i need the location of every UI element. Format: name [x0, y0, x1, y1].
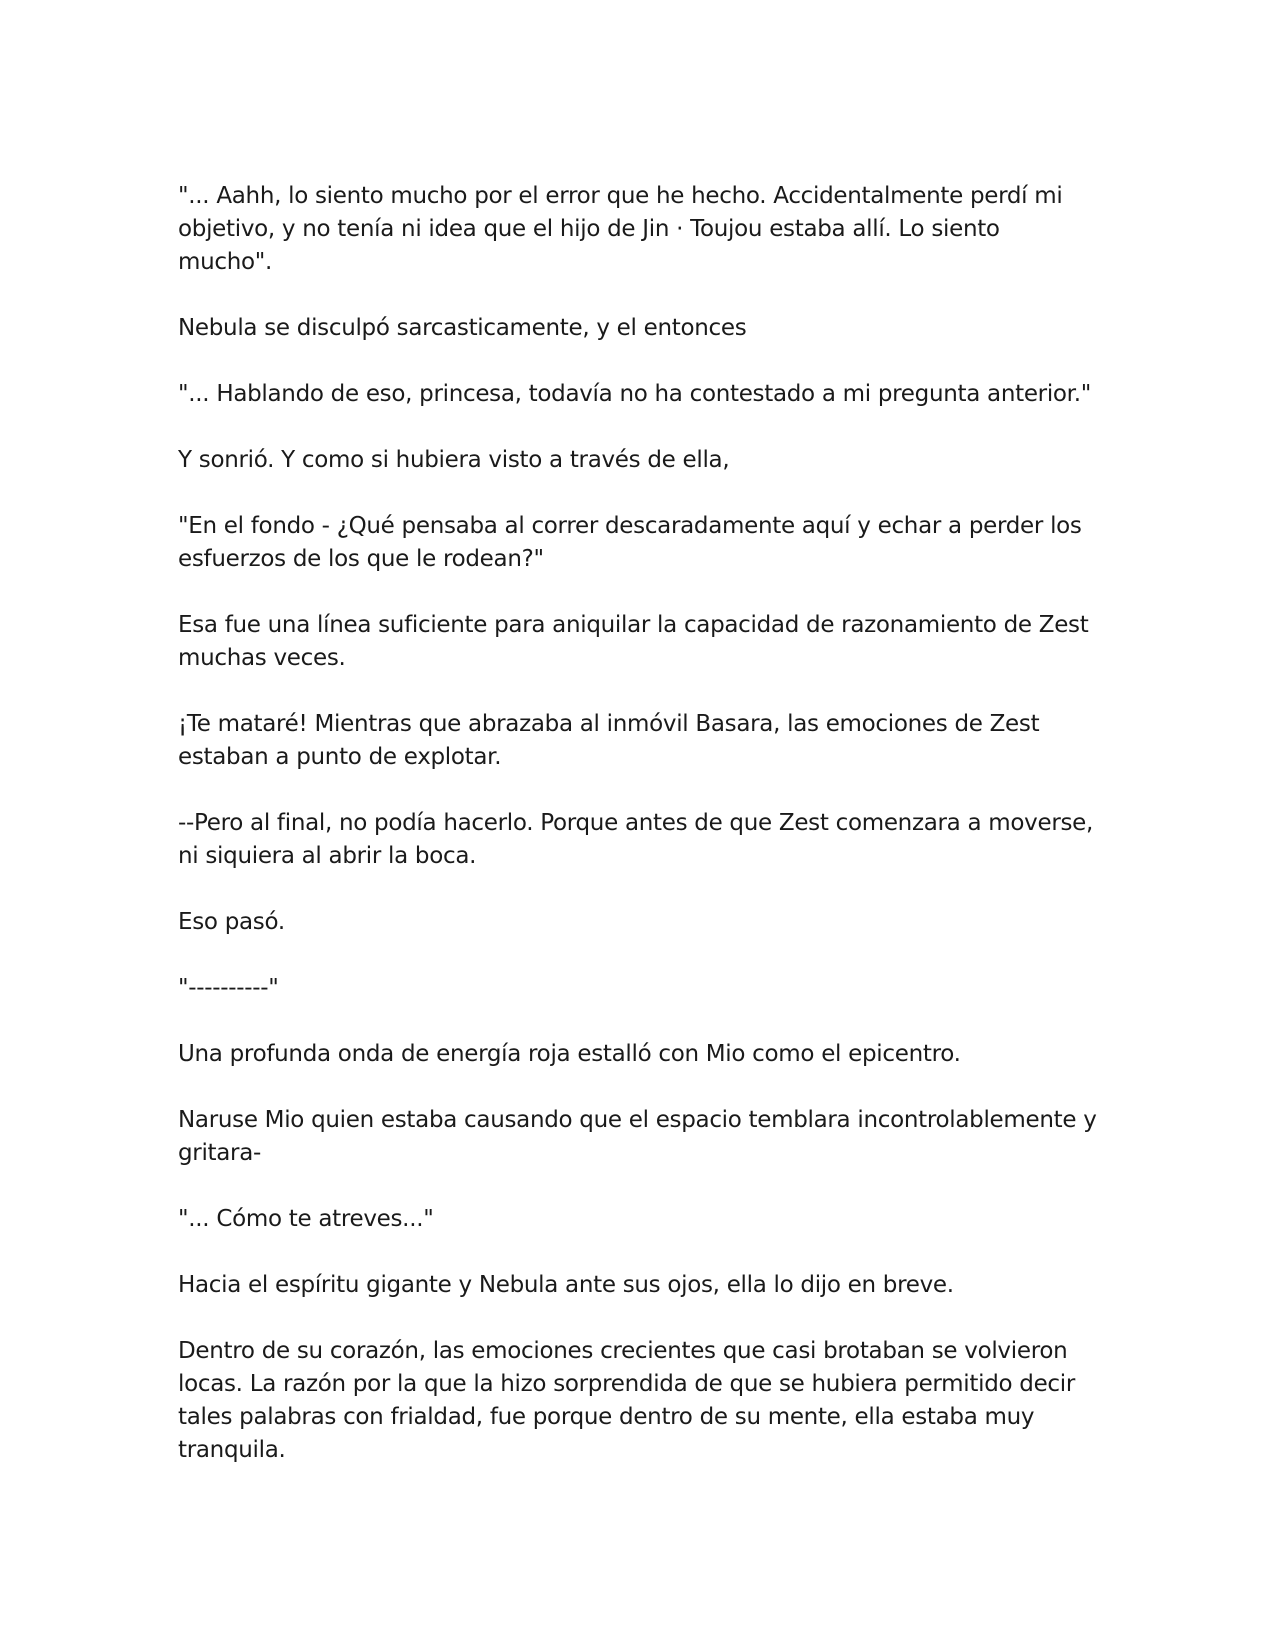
paragraph: Nebula se disculpó sarcasticamente, y el entonces — [178, 315, 747, 341]
paragraph: Naruse Mio quien estaba causando que el espacio temblara incontrolablemente y gritara- — [178, 1107, 1097, 1166]
paragraph: --Pero al final, no podía hacerlo. Porque antes de que Zest comenzara a moverse, ni siquiera al abrir la boca. — [178, 810, 1094, 869]
paragraph: ¡Te mataré! Mientras que abrazaba al inmóvil Basara, las emociones de Zest estaban a punto de explotar. — [178, 711, 1040, 770]
paragraph: Esa fue una línea suficiente para aniquilar la capacidad de razonamiento de Zest muchas veces. — [178, 612, 1089, 671]
document-body — [178, 180, 1098, 1500]
paragraph: "... Aahh, lo siento mucho por el error que he hecho. Accidentalmente perdí mi objetivo, y no tenía ni idea que el hijo de Jin · Toujou estaba allí. Lo siento mucho". — [178, 183, 1063, 275]
paragraph: Eso pasó. — [178, 909, 285, 935]
paragraph: "----------" — [178, 975, 279, 1001]
paragraph: Hacia el espíritu gigante y Nebula ante sus ojos, ella lo dijo en breve. — [178, 1272, 954, 1298]
paragraph: "... Hablando de eso, princesa, todavía no ha contestado a mi pregunta anterior." — [178, 381, 1092, 407]
paragraph: "... Cómo te atreves..." — [178, 1206, 434, 1232]
paragraph: Dentro de su corazón, las emociones crecientes que casi brotaban se volvieron locas. La razón por la que la hizo sorprendida de que se hubiera permitido decir tales palabras con frialdad, fue porque dentro de su mente, ella estaba muy tranquila. — [178, 1338, 1076, 1463]
paragraph: Una profunda onda de energía roja estalló con Mio como el epicentro. — [178, 1041, 961, 1067]
paragraph: "En el fondo - ¿Qué pensaba al correr descaradamente aquí y echar a perder los esfuerzos de los que le rodean?" — [178, 513, 1082, 572]
paragraph: Y sonrió. Y como si hubiera visto a través de ella, — [178, 447, 730, 473]
